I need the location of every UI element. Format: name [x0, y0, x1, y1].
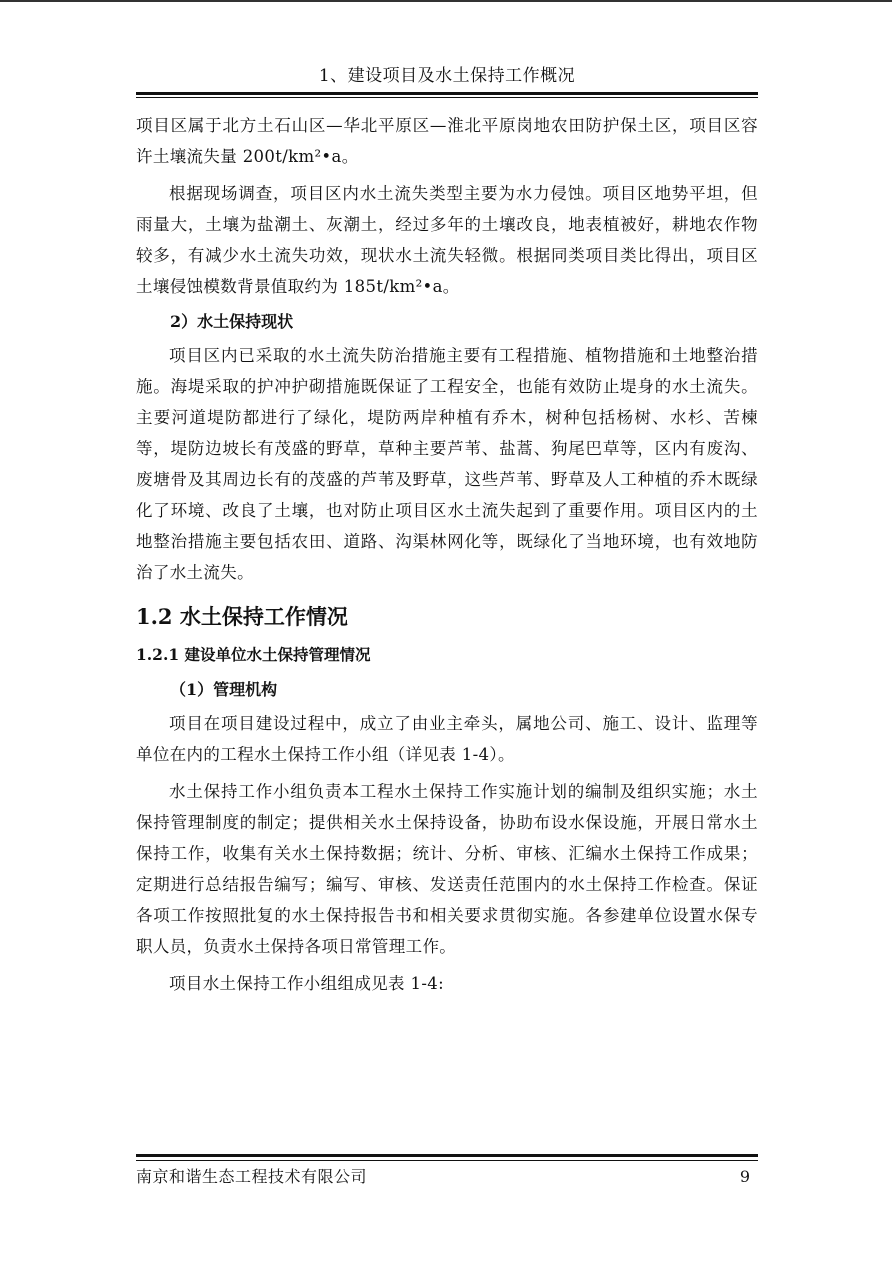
subheading-soil-conservation-status: 2）水土保持现状	[170, 312, 294, 331]
footer-page-number: 9	[739, 1167, 750, 1186]
page-top-border	[0, 0, 892, 2]
header-rule-thick	[136, 92, 758, 95]
section-heading-1-2-1: 1.2.1 建设单位水土保持管理情况	[136, 645, 371, 664]
paragraph-existing-measures: 项目区内已采取的水土流失防治措施主要有工程措施、植物措施和土地整治措施。海堤采取的护冲护砌措施既保证了工程安全，也能有效防止堤身的水土流失。主要河道堤防都进行了绿化，堤防两岸种植有乔木，树种包括杨树、水杉、苦楝等，堤防边坡长有茂盛的野草，草种主要芦苇、盐蒿、狗尾巴草等，区内有废沟、废塘骨及其周边长有的茂盛的芦苇及野草，这些芦苇、野草及人工种植的乔木既绿化了环境、改良了土壤，也对防止项目区水土流失起到了重要作用。项目区内的土地整治措施主要包括农田、道路、沟渠林网化等，既绿化了当地环境，也有效地防治了水土流失。	[136, 346, 758, 582]
section-heading-1-2: 1.2 水土保持工作情况	[136, 604, 348, 629]
footer-company-name: 南京和谐生态工程技术有限公司	[136, 1167, 368, 1186]
paragraph-group-duties: 水土保持工作小组负责本工程水土保持工作实施计划的编制及组织实施；水土保持管理制度的制定；提供相关水土保持设备，协助布设水保设施，开展日常水土保持工作，收集有关水土保持数据；统计、分析、审核、汇编水土保持工作成果；定期进行总结报告编写；编写、审核、发送责任范围内的水土保持工作检查。保证各项工作按照批复的水土保持报告书和相关要求贯彻实施。各参建单位设置水保专职人员，负责水土保持各项日常管理工作。	[136, 782, 758, 956]
page-body	[136, 110, 758, 999]
paragraph-erosion-survey: 根据现场调查，项目区内水土流失类型主要为水力侵蚀。项目区地势平坦，但雨量大，土壤为盐潮土、灰潮土，经过多年的土壤改良，地表植被好，耕地农作物较多，有减少水土流失功效，现状水土流失轻微。根据同类项目类比得出，项目区土壤侵蚀模数背景值取约为 185t/km²•a。	[136, 184, 758, 296]
header-rule-thin	[136, 97, 758, 98]
subheading-management-organization: （1）管理机构	[170, 680, 278, 699]
running-header-title: 1、建设项目及水土保持工作概况	[318, 66, 576, 86]
paragraph-working-group: 项目在项目建设过程中，成立了由业主牵头，属地公司、施工、设计、监理等单位在内的工程水土保持工作小组（详见表 1-4）。	[136, 714, 758, 764]
footer-rule-thick	[136, 1154, 758, 1157]
footer-rule-thin	[136, 1160, 758, 1161]
paragraph-soil-zone: 项目区属于北方土石山区—华北平原区—淮北平原岗地农田防护保土区，项目区容许土壤流失量 200t/km²•a。	[136, 116, 758, 166]
paragraph-table-reference: 项目水土保持工作小组组成见表 1-4:	[169, 974, 445, 993]
